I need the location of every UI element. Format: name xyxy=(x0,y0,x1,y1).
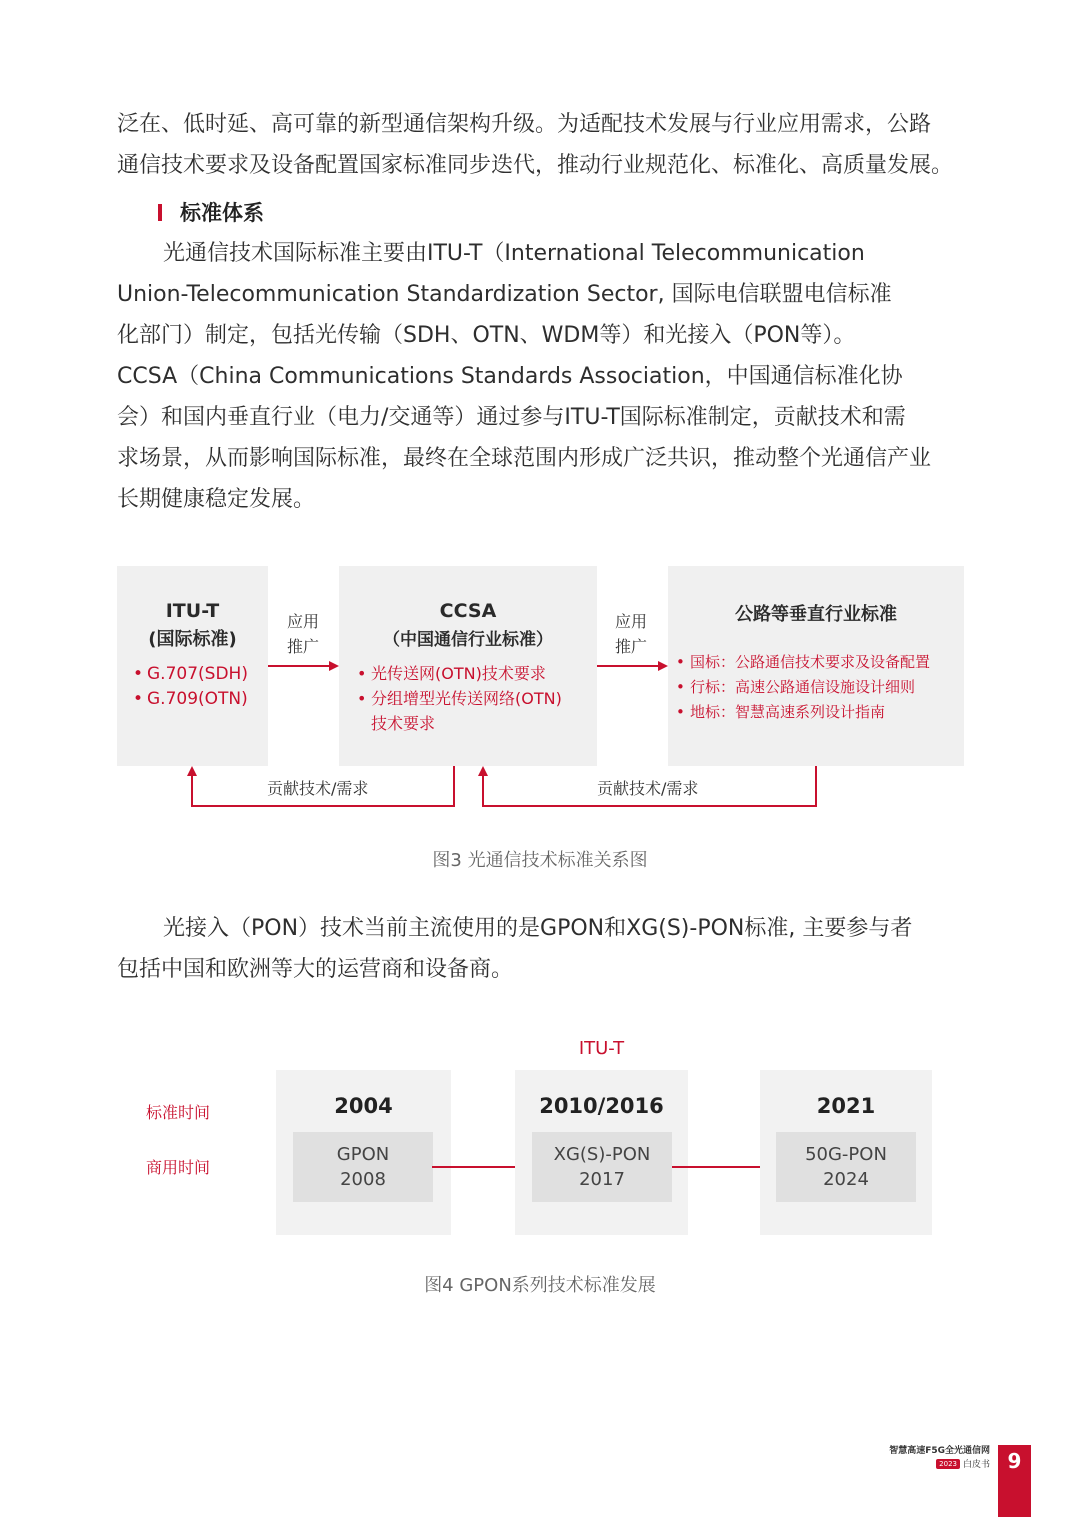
highway-standard-list xyxy=(676,650,930,725)
list-item: • 行标：高速公路通信设施设计细则 xyxy=(676,675,930,700)
commercial-year: 2024 xyxy=(823,1169,869,1190)
list-item: • G.709(OTN) xyxy=(133,687,248,712)
standard-year: 2004 xyxy=(334,1094,393,1118)
year-badge: 2023 xyxy=(936,1459,960,1469)
section-marker xyxy=(158,204,162,221)
paragraph-line: 包括中国和欧洲等大的运营商和设备商。 xyxy=(117,957,514,982)
commercial-year: 2008 xyxy=(340,1169,386,1190)
tech-name: 50G-PON xyxy=(805,1144,887,1165)
arrow-line xyxy=(672,1166,768,1168)
tech-name: XG(S)-PON xyxy=(553,1144,651,1165)
list-item: • 国标：公路通信技术要求及设备配置 xyxy=(676,650,930,675)
promote-label: 推广 xyxy=(615,637,648,656)
gpon-box xyxy=(276,1070,451,1235)
feedback-line xyxy=(191,776,193,807)
arrow-line xyxy=(432,1166,527,1168)
footer-subtitle xyxy=(936,1457,990,1470)
itut-standard-list xyxy=(133,662,248,712)
apply-label: 应用 xyxy=(287,612,320,631)
commercial-time-label: 商用时间 xyxy=(146,1158,211,1177)
footer-doc-type: 白皮书 xyxy=(962,1460,990,1470)
paragraph-line: Union-Telecommunication Standardization Sector, 国际电信联盟电信标准 xyxy=(117,282,892,307)
paragraph-line: 通信技术要求及设备配置国家标准同步迭代，推动行业规范化、标准化、高质量发展。 xyxy=(117,153,954,178)
section-title: 标准体系 xyxy=(180,201,264,225)
tech-card xyxy=(776,1132,916,1202)
intro-paragraph xyxy=(117,104,965,186)
standard-year: 2021 xyxy=(816,1094,876,1118)
contribute-label: 贡献技术/需求 xyxy=(597,779,699,798)
tech-name: GPON xyxy=(336,1144,390,1165)
50gpon-box xyxy=(760,1070,932,1235)
list-item: • 分组增型光传送网络(OTN) xyxy=(357,686,562,711)
xgspon-box xyxy=(515,1070,688,1235)
list-item: • G.707(SDH) xyxy=(133,662,248,687)
apply-label: 应用 xyxy=(615,612,648,631)
arrow-up-icon xyxy=(187,766,197,776)
figure-3-caption: 图3 光通信技术标准关系图 xyxy=(432,850,648,871)
arrow-up-icon xyxy=(478,766,488,776)
arrow-line xyxy=(597,665,659,667)
arrow-right-icon xyxy=(658,661,668,671)
ccsa-title: CCSA xyxy=(439,600,497,622)
footer-title: 智慧高速F5G全光通信网 xyxy=(889,1446,990,1456)
standards-paragraph xyxy=(117,233,965,520)
paragraph-line: 光通信技术国际标准主要由ITU-T（International Telecommunication xyxy=(163,241,865,266)
pon-paragraph xyxy=(117,908,965,990)
itut-title: ITU-T xyxy=(165,600,220,622)
list-item: • 光传送网(OTN)技术要求 xyxy=(357,661,562,686)
paragraph-line: 求场景，从而影响国际标准，最终在全球范围内形成广泛共识，推动整个光通信产业 xyxy=(117,446,932,471)
page-number: 9 xyxy=(998,1445,1031,1517)
list-item: • 地标：智慧高速系列设计指南 xyxy=(676,700,930,725)
promote-label: 推广 xyxy=(287,637,320,656)
paragraph-line: 化部门）制定，包括光传输（SDH、OTN、WDM等）和光接入（PON等）。 xyxy=(117,323,856,348)
ccsa-subtitle: （中国通信行业标准） xyxy=(383,630,553,650)
feedback-line xyxy=(482,805,817,807)
figure-4-caption: 图4 GPON系列技术标准发展 xyxy=(424,1275,656,1296)
ccsa-box xyxy=(339,566,597,766)
paragraph-line: 会）和国内垂直行业（电力/交通等）通过参与ITU-T国际标准制定，贡献技术和需 xyxy=(117,405,906,430)
feedback-line xyxy=(191,805,455,807)
paragraph-line: 泛在、低时延、高可靠的新型通信架构升级。为适配技术发展与行业应用需求，公路 xyxy=(117,112,932,137)
itut-box xyxy=(117,566,268,766)
tech-card xyxy=(293,1132,433,1202)
standard-time-label: 标准时间 xyxy=(146,1103,211,1122)
org-label: ITU-T xyxy=(578,1038,625,1059)
feedback-line xyxy=(482,776,484,807)
paragraph-line: 光接入（PON）技术当前主流使用的是GPON和XG(S)-PON标准, 主要参与者 xyxy=(163,916,913,941)
arrow-right-icon xyxy=(329,661,339,671)
standard-year: 2010/2016 xyxy=(539,1094,664,1118)
tech-card xyxy=(532,1132,672,1202)
commercial-year: 2017 xyxy=(579,1169,625,1190)
ccsa-standard-list xyxy=(357,661,562,736)
itut-subtitle: (国际标准) xyxy=(148,629,237,650)
feedback-line xyxy=(815,766,817,807)
arrow-line xyxy=(268,665,330,667)
highway-standards-box xyxy=(668,566,964,766)
paragraph-line: 长期健康稳定发展。 xyxy=(117,487,316,512)
highway-title: 公路等垂直行业标准 xyxy=(735,604,897,625)
section-heading xyxy=(158,197,264,227)
feedback-line xyxy=(453,766,455,807)
paragraph-line: CCSA（China Communications Standards Association，中国通信标准化协 xyxy=(117,364,903,389)
list-item-continuation: 技术要求 xyxy=(371,714,436,733)
contribute-label: 贡献技术/需求 xyxy=(267,779,369,798)
